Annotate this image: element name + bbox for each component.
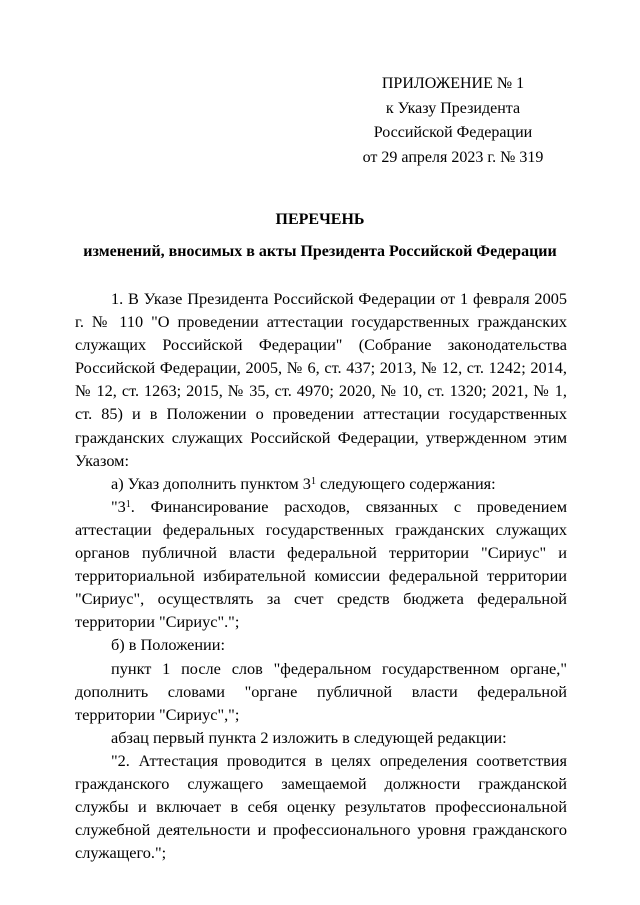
document-subtitle: изменений, вносимых в акты Президента Российской Федерации	[83, 243, 557, 260]
quote-3-1-text: . Финансирование расходов, связанных с проведением аттестации федеральных государственных гражданских служащих органов публичной власти федеральной территории "Сириус" и территориальной избирательной комиссии федеральной территории "Сириус", осуществлять за счет средств бюджета федеральной территории "Сириус".";	[75, 496, 567, 632]
document-title: ПЕРЕЧЕНЬ	[275, 211, 365, 228]
paragraph-point-2-intro: абзац первый пункта 2 изложить в следующей редакции:	[111, 727, 507, 747]
appendix-block	[330, 72, 576, 170]
superscript-index: 1	[125, 498, 131, 510]
paragraph-item-b: б) в Положении:	[111, 635, 226, 655]
quote-3-1-number: "3	[111, 496, 126, 516]
paragraph-item-a-tail: следующего содержания:	[315, 473, 496, 493]
paragraph-quote-2: "2. Аттестация проводится в целях определения соответствия гражданского служащего замещаемой должности гражданской службы и включает в себя оценку результатов профессиональной служебной деятельности и профессионального уровня гражданского служащего.";	[75, 750, 567, 863]
document-body	[75, 287, 567, 864]
paragraph-item-1: 1. В Указе Президента Российской Федерации от 1 февраля 2005 г. № 110 "О проведении аттестации государственных гражданских служащих Российской Федерации" (Собрание законодательства Российской Федерации, 2005, № 6, ст. 437; 2013, № 12, ст. 1242; 2014, № 12, ст. 1263; 2015, № 35, ст. 4970; 2020, № 10, ст. 1320; 2021, № 1, ст. 85) и в Положении о проведении аттестации государственных гражданских служащих Российской Федерации, утвержденном этим Указом:	[75, 289, 567, 470]
paragraph-point-1-change: пункт 1 после слов "федеральном государственном органе," дополнить словами "органе публичной власти федеральной территории "Сириус",";	[75, 658, 567, 724]
paragraph-quote-3-1	[75, 495, 567, 634]
appendix-number: ПРИЛОЖЕНИЕ № 1	[381, 75, 525, 92]
paragraph-item-a-text: а) Указ дополнить пунктом 3	[111, 473, 311, 493]
appendix-federation: Российской Федерации	[373, 124, 533, 141]
paragraph-item-a	[75, 472, 567, 495]
superscript-index: 1	[310, 475, 316, 487]
appendix-decree-ref: к Указу Президента	[385, 99, 521, 117]
appendix-date: от 29 апреля 2023 г. № 319	[362, 148, 544, 166]
